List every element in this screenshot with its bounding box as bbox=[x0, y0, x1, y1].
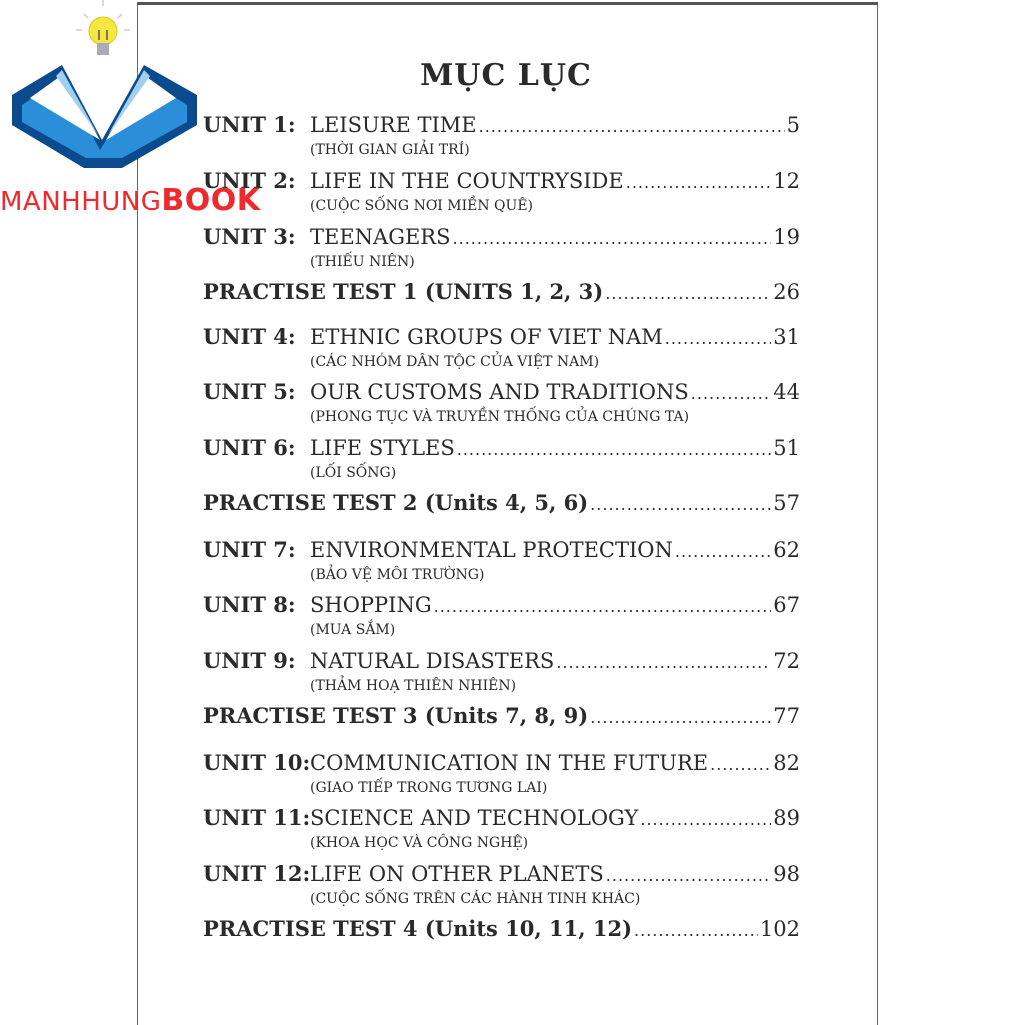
entry-subtitle: (THIẾU NIÊN) bbox=[310, 254, 415, 270]
entry-page-number: 82 bbox=[773, 751, 800, 775]
toc-practise-test bbox=[203, 916, 800, 944]
toc-practise-test bbox=[203, 490, 800, 518]
entry-line bbox=[203, 805, 800, 833]
entry-subtitle: (CÁC NHÓM DÂN TỘC CỦA VIỆT NAM) bbox=[310, 354, 600, 370]
toc-practise-test bbox=[203, 703, 800, 731]
toc-entry bbox=[203, 324, 800, 371]
entry-page-number: 67 bbox=[773, 593, 800, 617]
dot-leader bbox=[457, 437, 772, 463]
entry-title: PRACTISE TEST 2 (Units 4, 5, 6) bbox=[203, 490, 589, 515]
entry-title: LIFE STYLES bbox=[310, 436, 455, 460]
entry-page-number: 77 bbox=[773, 704, 800, 728]
entry-subtitle: (CUỘC SỐNG TRÊN CÁC HÀNH TINH KHÁC) bbox=[310, 891, 641, 907]
toc-entry bbox=[203, 379, 800, 426]
entry-page-number: 62 bbox=[773, 538, 800, 562]
entry-title: NATURAL DISASTERS bbox=[310, 649, 555, 673]
dot-leader bbox=[434, 594, 772, 620]
entry-title: TEENAGERS bbox=[310, 225, 451, 249]
entry-subtitle: (MUA SẮM) bbox=[310, 622, 396, 638]
entry-page-number: 26 bbox=[773, 280, 800, 304]
entry-title: LEISURE TIME bbox=[310, 113, 477, 137]
entry-line bbox=[203, 703, 800, 731]
dot-leader bbox=[590, 705, 771, 731]
entry-subtitle: (BẢO VỆ MÔI TRƯỜNG) bbox=[310, 567, 485, 583]
entry-label: UNIT 1: bbox=[203, 112, 296, 137]
entry-page-number: 31 bbox=[773, 325, 800, 349]
entry-subtitle: (LỐI SỐNG) bbox=[310, 465, 397, 481]
entry-label: UNIT 8: bbox=[203, 592, 296, 617]
entry-title: COMMUNICATION IN THE FUTURE bbox=[310, 751, 709, 775]
dot-leader bbox=[556, 650, 771, 676]
entry-line bbox=[203, 648, 800, 676]
toc-practise-test bbox=[203, 279, 800, 307]
toc-entry bbox=[203, 537, 800, 584]
entry-title: PRACTISE TEST 3 (Units 7, 8, 9) bbox=[203, 703, 589, 728]
entry-label: UNIT 5: bbox=[203, 379, 296, 404]
dot-leader bbox=[634, 918, 758, 944]
dot-leader bbox=[605, 281, 771, 307]
toc-entry bbox=[203, 861, 800, 908]
entry-label: UNIT 10: bbox=[203, 750, 311, 775]
entry-title: ETHNIC GROUPS OF VIET NAM bbox=[310, 325, 663, 349]
entry-title: SHOPPING bbox=[310, 593, 432, 617]
toc-entry bbox=[203, 435, 800, 482]
toc-entry bbox=[203, 805, 800, 852]
entry-page-number: 51 bbox=[773, 436, 800, 460]
entry-label: UNIT 12: bbox=[203, 861, 311, 886]
entry-subtitle: (KHOA HỌC VÀ CÔNG NGHỆ) bbox=[310, 835, 529, 851]
entry-subtitle: (GIAO TIẾP TRONG TƯƠNG LAI) bbox=[310, 780, 548, 796]
entry-label: UNIT 9: bbox=[203, 648, 296, 673]
toc-entry bbox=[203, 224, 800, 271]
entry-subtitle: (CUỘC SỐNG NƠI MIỀN QUÊ) bbox=[310, 198, 534, 214]
entry-page-number: 102 bbox=[759, 917, 800, 941]
dot-leader bbox=[606, 863, 771, 889]
entry-title: SCIENCE AND TECHNOLOGY bbox=[310, 806, 639, 830]
entry-line bbox=[203, 279, 800, 307]
dot-leader bbox=[626, 170, 772, 196]
entry-label: UNIT 6: bbox=[203, 435, 296, 460]
brand-bold-text: BOOK bbox=[161, 183, 261, 218]
entry-line bbox=[203, 435, 800, 463]
entry-label: UNIT 11: bbox=[203, 805, 311, 830]
entry-line bbox=[203, 490, 800, 518]
brand-name bbox=[0, 183, 261, 218]
dot-leader bbox=[665, 326, 772, 352]
entry-subtitle: (THẢM HOẠ THIÊN NHIÊN) bbox=[310, 678, 517, 694]
entry-label: UNIT 2: bbox=[203, 168, 296, 193]
brand-light-text: MANHHUNG bbox=[0, 187, 162, 217]
dot-leader bbox=[479, 114, 785, 140]
dot-leader bbox=[590, 492, 771, 518]
entry-title: OUR CUSTOMS AND TRADITIONS bbox=[310, 380, 689, 404]
dot-leader bbox=[691, 381, 771, 407]
page-title: MỤC LỤC bbox=[420, 58, 592, 93]
entry-label: UNIT 4: bbox=[203, 324, 296, 349]
entry-page-number: 19 bbox=[773, 225, 800, 249]
dot-leader bbox=[640, 807, 771, 833]
entry-label: UNIT 7: bbox=[203, 537, 296, 562]
entry-line bbox=[203, 537, 800, 565]
dot-leader bbox=[453, 226, 772, 252]
toc-entry bbox=[203, 648, 800, 695]
entry-subtitle: (PHONG TỤC VÀ TRUYỀN THỐNG CỦA CHÚNG TA) bbox=[310, 409, 690, 425]
entry-line bbox=[203, 379, 800, 407]
entry-line bbox=[203, 916, 800, 944]
entry-page-number: 89 bbox=[773, 806, 800, 830]
entry-label: UNIT 3: bbox=[203, 224, 296, 249]
entry-line bbox=[203, 592, 800, 620]
entry-title: ENVIRONMENTAL PROTECTION bbox=[310, 538, 673, 562]
dot-leader bbox=[710, 752, 771, 778]
toc-entry bbox=[203, 750, 800, 797]
entry-line bbox=[203, 861, 800, 889]
entry-subtitle: (THỜI GIAN GIẢI TRÍ) bbox=[310, 142, 470, 158]
entry-title: PRACTISE TEST 4 (Units 10, 11, 12) bbox=[203, 916, 633, 941]
entry-page-number: 72 bbox=[773, 649, 800, 673]
toc-entry bbox=[203, 592, 800, 639]
entry-page-number: 44 bbox=[773, 380, 800, 404]
entry-line bbox=[203, 750, 800, 778]
entry-page-number: 5 bbox=[786, 113, 800, 137]
entry-title: PRACTISE TEST 1 (UNITS 1, 2, 3) bbox=[203, 279, 604, 304]
dot-leader bbox=[675, 539, 771, 565]
entry-page-number: 98 bbox=[773, 862, 800, 886]
entry-title: LIFE IN THE COUNTRYSIDE bbox=[310, 169, 624, 193]
entry-title: LIFE ON OTHER PLANETS bbox=[310, 862, 604, 886]
entry-line bbox=[203, 324, 800, 352]
entry-page-number: 57 bbox=[773, 491, 800, 515]
entry-page-number: 12 bbox=[773, 169, 800, 193]
